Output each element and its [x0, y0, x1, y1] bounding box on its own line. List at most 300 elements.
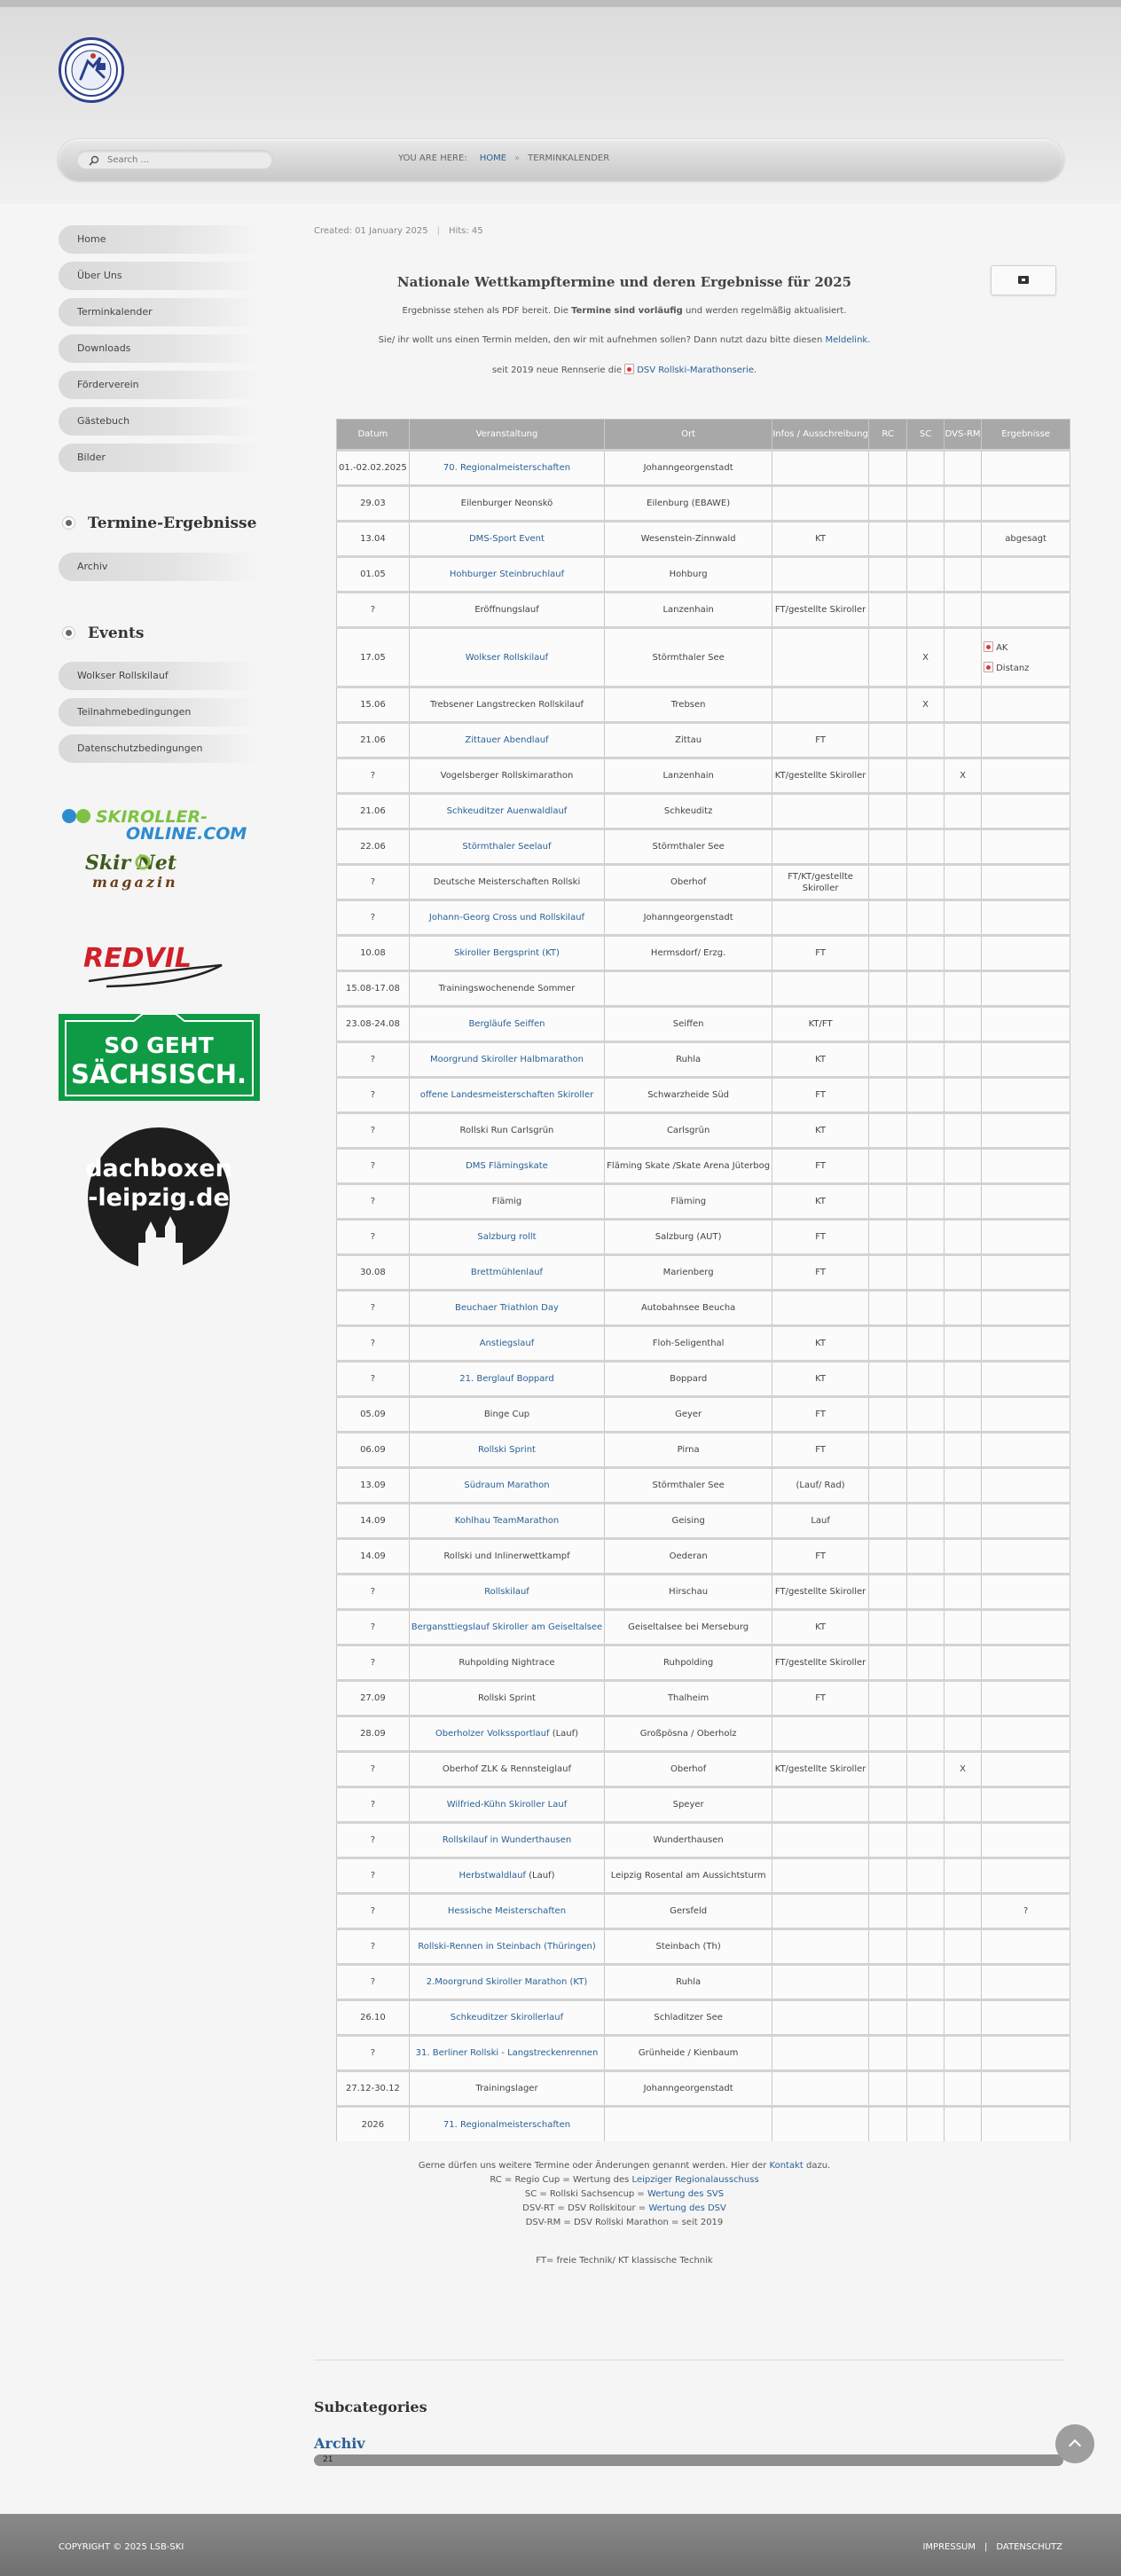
subcategory-archiv-link[interactable]: Archiv — [314, 2435, 365, 2452]
cell-ergebnisse — [982, 1575, 1070, 1610]
cell-ergebnisse — [982, 1291, 1070, 1326]
cell-infos: KT — [772, 1326, 869, 1362]
sidebar-heading-events-text: Events — [88, 624, 145, 642]
cell-ort: Oberhof — [605, 1752, 772, 1787]
dsv-rollski-marathonserie-link[interactable]: DSV Rollski-Marathonserie — [637, 365, 754, 375]
event-link[interactable]: 31. Berliner Rollski - Langstreckenrennen — [415, 2048, 599, 2058]
cell-dvs-rm — [945, 2071, 982, 2107]
search-box[interactable] — [76, 150, 273, 169]
cell-dvs-rm — [945, 1326, 982, 1362]
result-pdf-link[interactable]: AK — [984, 641, 1068, 654]
cell-dvs-rm — [945, 1823, 982, 1858]
cell-dvs-rm — [945, 1291, 982, 1326]
saxony-line2-text: SÄCHSISCH. — [70, 1059, 247, 1089]
breadcrumb — [398, 153, 609, 163]
breadcrumb-separator: » — [514, 153, 521, 163]
cell-veranstaltung — [409, 1255, 604, 1291]
cell-datum: 2026 — [337, 2107, 410, 2142]
cell-ort: Fläming Skate /Skate Arena Jüterbog — [605, 1149, 772, 1184]
cell-ergebnisse — [982, 557, 1070, 593]
meldelink[interactable]: Meldelink — [825, 335, 868, 345]
cell-datum: ? — [337, 1610, 410, 1645]
event-link[interactable]: DMS-Sport Event — [468, 534, 545, 544]
cell-dvs-rm — [945, 1929, 982, 1965]
cell-datum: ? — [337, 1929, 410, 1965]
cell-sc — [907, 1291, 945, 1326]
cell-datum: ? — [337, 1645, 410, 1681]
legend-line-3: SC = Rollski Sachsencup = Wertung des SVS — [524, 2189, 725, 2199]
cell-datum: ? — [337, 1220, 410, 1255]
regionalausschuss-link[interactable]: Leipziger Regionalausschuss — [631, 2175, 759, 2185]
event-link[interactable]: Skiroller Bergsprint (KT) — [454, 948, 560, 958]
cell-infos: FT — [772, 1149, 869, 1184]
cell-dvs-rm — [945, 1468, 982, 1504]
cell-sc — [907, 865, 945, 900]
search-input[interactable] — [107, 153, 267, 168]
event-link[interactable]: Wilfried-Kühn Skiroller Lauf — [446, 1800, 568, 1810]
cell-datum: 21.06 — [337, 794, 410, 829]
cell-ort: Steinbach (Th) — [605, 1929, 772, 1965]
event-link[interactable]: Moorgrund Skiroller Halbmarathon — [429, 1055, 584, 1064]
legend-line-6: FT= freie Technik/ KT klassische Technik — [536, 2256, 713, 2266]
cell-infos: KT/gestellte Skiroller — [772, 1752, 869, 1787]
event-link[interactable]: Bergansttiegslauf Skiroller am Geiseltalsee — [411, 1622, 603, 1632]
result-pdf-link[interactable]: Distanz — [984, 662, 1068, 674]
cell-sc — [907, 1716, 945, 1752]
cell-rc — [869, 758, 907, 794]
cell-rc — [869, 936, 907, 971]
cell-ergebnisse — [982, 1645, 1070, 1681]
event-link[interactable]: Hessische Meisterschaften — [447, 1906, 567, 1916]
cell-infos — [772, 2107, 869, 2142]
event-link[interactable]: 70. Regionalmeisterschaften — [443, 463, 571, 473]
cell-sc — [907, 1504, 945, 1539]
cell-infos — [772, 1929, 869, 1965]
event-name: Rollski Run Carlsgrün — [459, 1126, 554, 1135]
cell-veranstaltung — [409, 1823, 604, 1858]
cell-veranstaltung — [409, 758, 604, 794]
event-link[interactable]: Wolkser Rollskilauf — [465, 652, 549, 663]
cell-infos: KT/FT — [772, 1007, 869, 1042]
cell-ergebnisse — [982, 1255, 1070, 1291]
legend-line-5: DSV-RM = DSV Rollski Marathon = seit 2019 — [525, 2218, 724, 2227]
cell-ergebnisse — [982, 1149, 1070, 1184]
col-datum: Datum — [337, 420, 410, 451]
cell-ort: Schkeuditz — [605, 794, 772, 829]
cell-datum: 17.05 — [337, 628, 410, 687]
cell-rc — [869, 1504, 907, 1539]
event-link[interactable]: offene Landesmeisterschaften Skiroller — [419, 1090, 594, 1100]
event-link[interactable]: DMS Flämingskate — [466, 1161, 548, 1171]
cell-datum: ? — [337, 1894, 410, 1929]
nav-item-bilder[interactable]: Bilder — [59, 444, 260, 472]
kontakt-link[interactable]: Kontakt — [769, 2161, 804, 2171]
table-header-row — [337, 420, 1070, 451]
cell-veranstaltung — [409, 687, 604, 723]
cell-dvs-rm — [945, 486, 982, 522]
sidebar-heading-termine-text: Termine-Ergebnisse — [88, 514, 257, 532]
cell-dvs-rm — [945, 1894, 982, 1929]
cell-dvs-rm — [945, 1681, 982, 1716]
cell-ort: Lanzenhain — [605, 758, 772, 794]
event-link[interactable]: 2.Moorgrund Skiroller Marathon (KT) — [426, 1977, 588, 1987]
cell-infos — [772, 486, 869, 522]
cell-rc — [869, 628, 907, 687]
sidebar-heading-termine — [62, 514, 256, 532]
cell-sc — [907, 1220, 945, 1255]
cell-dvs-rm — [945, 1504, 982, 1539]
cell-ort: Hirschau — [605, 1575, 772, 1610]
event-link[interactable]: 71. Regionalmeisterschaften — [443, 2119, 571, 2130]
event-link[interactable]: 21. Berglauf Boppard — [459, 1374, 554, 1384]
cell-ergebnisse — [982, 687, 1070, 723]
cell-veranstaltung — [409, 2000, 604, 2036]
cell-infos: KT — [772, 1113, 869, 1149]
cell-ort: Wunderthausen — [605, 1823, 772, 1858]
cell-ergebnisse — [982, 1610, 1070, 1645]
event-link[interactable]: Herbstwaldlauf — [459, 1871, 526, 1881]
cell-veranstaltung — [409, 1149, 604, 1184]
cell-ort: Hermsdorf/ Erzg. — [605, 936, 772, 971]
subcategories-heading: Subcategories — [314, 2399, 427, 2415]
cell-rc — [869, 1078, 907, 1113]
event-link[interactable]: Schkeuditzer Skirollerlauf — [450, 2013, 564, 2022]
cell-ort: Grünheide / Kienbaum — [605, 2036, 772, 2071]
event-link[interactable]: Schkeuditzer Auenwaldlauf — [446, 806, 568, 816]
impressum-link[interactable]: IMPRESSUM — [922, 2542, 976, 2552]
cell-datum: 13.04 — [337, 522, 410, 557]
cell-datum: ? — [337, 1149, 410, 1184]
cell-dvs-rm — [945, 1716, 982, 1752]
cell-veranstaltung — [409, 1965, 604, 2000]
cell-ort: Marienberg — [605, 1255, 772, 1291]
cell-datum: 27.09 — [337, 1681, 410, 1716]
cell-rc — [869, 687, 907, 723]
cell-ergebnisse — [982, 794, 1070, 829]
cell-dvs-rm — [945, 1078, 982, 1113]
svs-link[interactable]: Wertung des SVS — [647, 2189, 725, 2199]
nav-item-teilnahmebedingungen[interactable]: Teilnahmebedingungen — [59, 698, 260, 726]
pdf-icon — [984, 662, 993, 672]
col-veranstaltung: Veranstaltung — [409, 420, 604, 451]
cell-ergebnisse — [982, 2000, 1070, 2036]
cell-ergebnisse — [982, 1326, 1070, 1362]
event-suffix: (Lauf) — [549, 1729, 579, 1739]
cell-rc — [869, 1965, 907, 2000]
nav-item-ueber-uns[interactable]: Über Uns — [59, 262, 260, 290]
event-name: Rollski Sprint — [477, 1693, 536, 1703]
bullet-icon — [62, 516, 75, 530]
table-row — [337, 1362, 1070, 1397]
cell-datum: ? — [337, 1752, 410, 1787]
cell-rc — [869, 1149, 907, 1184]
ad-redvil[interactable] — [80, 940, 239, 993]
cell-infos — [772, 1823, 869, 1858]
cell-rc — [869, 723, 907, 758]
nav-item-downloads[interactable]: Downloads — [59, 334, 260, 363]
cell-ergebnisse — [982, 865, 1070, 900]
cell-sc — [907, 1575, 945, 1610]
cell-rc — [869, 1610, 907, 1645]
legend-line-2: RC = Regio Cup = Wertung des Leipziger Regionalausschuss — [490, 2175, 759, 2185]
cell-ort: Geising — [605, 1504, 772, 1539]
cell-rc — [869, 794, 907, 829]
cell-sc — [907, 522, 945, 557]
cell-rc — [869, 2071, 907, 2107]
cell-sc — [907, 1113, 945, 1149]
cell-infos — [772, 628, 869, 687]
nav-item-foerderverein[interactable]: Förderverein — [59, 371, 260, 399]
cell-infos — [772, 829, 869, 865]
cell-veranstaltung — [409, 936, 604, 971]
cell-dvs-rm — [945, 1787, 982, 1823]
cell-veranstaltung — [409, 1362, 604, 1397]
cell-dvs-rm — [945, 794, 982, 829]
footer-links — [922, 2542, 1062, 2552]
event-link[interactable]: Beuchaer Triathlon Day — [455, 1303, 559, 1313]
cell-sc — [907, 900, 945, 936]
logo-emblem-icon — [61, 40, 122, 100]
table-row — [337, 522, 1070, 557]
cell-veranstaltung — [409, 865, 604, 900]
print-pdf-button[interactable] — [991, 265, 1056, 295]
cell-dvs-rm — [945, 557, 982, 593]
cell-ergebnisse — [982, 1113, 1070, 1149]
col-ergebnisse: Ergebnisse — [982, 420, 1070, 451]
cell-infos — [772, 2071, 869, 2107]
cell-sc — [907, 593, 945, 628]
ad-skiroller-online[interactable] — [59, 803, 260, 909]
cell-rc — [869, 1255, 907, 1291]
cell-infos — [772, 557, 869, 593]
cell-sc — [907, 2000, 945, 2036]
cell-rc — [869, 1220, 907, 1255]
event-name: Rollski und Inlinerwettkampf — [443, 1551, 570, 1561]
cell-infos: FT — [772, 1397, 869, 1433]
table-row — [337, 1787, 1070, 1823]
table-row — [337, 829, 1070, 865]
breadcrumb-home-link[interactable]: HOME — [479, 153, 507, 163]
cell-ergebnisse — [982, 1787, 1070, 1823]
site-logo[interactable] — [59, 37, 124, 103]
redvil-logo — [80, 940, 239, 993]
pdf-icon — [984, 641, 993, 652]
cell-rc — [869, 1823, 907, 1858]
cell-rc — [869, 593, 907, 628]
cell-rc — [869, 2107, 907, 2142]
ad-so-geht-saechsisch[interactable] — [59, 1014, 260, 1101]
cell-ort: Thalheim — [605, 1681, 772, 1716]
footer-separator: | — [984, 2542, 988, 2552]
event-link[interactable]: Rollskilauf in Wunderthausen — [442, 1835, 572, 1845]
cell-rc — [869, 1113, 907, 1149]
dachbox-line2-text: -leipzig.de — [88, 1184, 230, 1212]
event-link[interactable]: Brettmühlenlauf — [470, 1268, 544, 1277]
cell-dvs-rm — [945, 723, 982, 758]
cell-rc — [869, 829, 907, 865]
cell-infos: (Lauf/ Rad) — [772, 1468, 869, 1504]
cell-infos — [772, 900, 869, 936]
event-link[interactable]: Johann-Georg Cross und Rollskilauf — [428, 913, 585, 923]
cell-datum: ? — [337, 758, 410, 794]
cell-sc — [907, 1610, 945, 1645]
breadcrumb-current: TERMINKALENDER — [528, 153, 610, 163]
cell-ort: Störmthaler See — [605, 1468, 772, 1504]
nav-item-terminkalender[interactable]: Terminkalender — [59, 298, 260, 326]
table-row — [337, 451, 1070, 486]
cell-ort: Gersfeld — [605, 1894, 772, 1929]
table-row — [337, 2071, 1070, 2107]
cell-sc — [907, 1823, 945, 1858]
cell-sc — [907, 1362, 945, 1397]
cell-infos: KT — [772, 1610, 869, 1645]
cell-ergebnisse — [982, 1468, 1070, 1504]
cell-dvs-rm — [945, 522, 982, 557]
page-title: Nationale Wettkampftermine und deren Ergebnisse für 2025 — [396, 274, 852, 290]
col-infos: Infos / Ausschreibung — [772, 420, 869, 451]
cell-ergebnisse: ? — [982, 1894, 1070, 1929]
cell-rc — [869, 1007, 907, 1042]
cell-sc — [907, 1326, 945, 1362]
cell-rc — [869, 1042, 907, 1078]
cell-veranstaltung — [409, 1681, 604, 1716]
event-link[interactable]: Rollski-Rennen in Steinbach (Thüringen) — [418, 1942, 596, 1952]
cell-ort: Schwarzheide Süd — [605, 1078, 772, 1113]
cell-sc — [907, 2071, 945, 2107]
cell-infos: KT — [772, 1042, 869, 1078]
cell-infos: KT — [772, 1184, 869, 1220]
nav-item-home[interactable]: Home — [59, 225, 260, 254]
event-link[interactable]: Südraum Marathon — [464, 1480, 550, 1490]
cell-ergebnisse — [982, 1078, 1070, 1113]
cell-rc — [869, 1326, 907, 1362]
cell-rc — [869, 1575, 907, 1610]
table-row — [337, 593, 1070, 628]
cell-sc — [907, 1929, 945, 1965]
cell-ort: Ruhla — [605, 1042, 772, 1078]
event-link[interactable]: Anstiegslauf — [479, 1339, 535, 1348]
cell-ort: Störmthaler See — [605, 628, 772, 687]
table-row — [337, 687, 1070, 723]
table-row — [337, 971, 1070, 1007]
cell-sc — [907, 2107, 945, 2142]
event-name: Binge Cup — [483, 1410, 530, 1419]
table-row — [337, 1575, 1070, 1610]
cell-infos: Lauf — [772, 1504, 869, 1539]
cell-ort: Ruhpolding — [605, 1645, 772, 1681]
table-row — [337, 1965, 1070, 2000]
cell-dvs-rm — [945, 900, 982, 936]
cell-veranstaltung — [409, 522, 604, 557]
event-link[interactable]: Salzburg rollt — [477, 1232, 537, 1242]
event-suffix: (Lauf) — [525, 1871, 555, 1881]
cell-dvs-rm — [945, 1433, 982, 1468]
pdf-icon — [624, 364, 634, 374]
table-row — [337, 794, 1070, 829]
table-row — [337, 936, 1070, 971]
cell-datum: ? — [337, 2036, 410, 2071]
cell-ort: Johanngeorgenstadt — [605, 900, 772, 936]
cell-dvs-rm — [945, 829, 982, 865]
ad-dachboxen-leipzig[interactable] — [85, 1127, 232, 1275]
col-dvs-rm: DVS-RM — [945, 420, 982, 451]
cell-ort: Leipzig Rosental am Aussichtsturm — [605, 1858, 772, 1894]
cell-sc — [907, 1539, 945, 1575]
event-link[interactable]: Oberholzer Volkssportlauf — [435, 1729, 550, 1739]
legend-line-1: Gerne dürfen uns weitere Termine oder Änderungen genannt werden. Hier der Kontakt dazu. — [418, 2161, 831, 2171]
cell-sc — [907, 486, 945, 522]
dsv-link[interactable]: Wertung des DSV — [648, 2203, 726, 2213]
cell-datum: 10.08 — [337, 936, 410, 971]
table-row — [337, 1894, 1070, 1929]
event-link[interactable]: Störmthaler Seelauf — [462, 842, 552, 852]
cell-datum: ? — [337, 1362, 410, 1397]
cell-ergebnisse — [982, 628, 1070, 687]
cell-dvs-rm — [945, 1397, 982, 1433]
event-link[interactable]: Bergläufe Seiffen — [468, 1019, 545, 1029]
cell-veranstaltung — [409, 1007, 604, 1042]
cell-ort: Geiseltalsee bei Merseburg — [605, 1610, 772, 1645]
back-to-top-button[interactable] — [1055, 2424, 1094, 2463]
event-link[interactable]: Rollskilauf — [484, 1587, 529, 1597]
cell-datum: 15.06 — [337, 687, 410, 723]
table-row — [337, 723, 1070, 758]
cell-sc — [907, 1078, 945, 1113]
cell-rc — [869, 1752, 907, 1787]
cell-dvs-rm — [945, 971, 982, 1007]
cell-datum: 15.08-17.08 — [337, 971, 410, 1007]
event-name: Trainingswochenende Sommer — [438, 984, 576, 993]
event-link[interactable]: Rollski Sprint — [477, 1445, 536, 1455]
nav-item-archiv[interactable]: Archiv — [59, 553, 260, 581]
table-row — [337, 1113, 1070, 1149]
cell-veranstaltung — [409, 1184, 604, 1220]
nav-item-gaestebuch[interactable]: Gästebuch — [59, 407, 260, 436]
event-link[interactable]: Kohlhau TeamMarathon — [454, 1516, 560, 1526]
datenschutz-link[interactable]: DATENSCHUTZ — [996, 2542, 1062, 2552]
cell-ergebnisse — [982, 1007, 1070, 1042]
cell-infos — [772, 1894, 869, 1929]
cell-dvs-rm — [945, 687, 982, 723]
table-row — [337, 486, 1070, 522]
event-name: Eröffnungslauf — [474, 605, 539, 615]
cell-sc — [907, 1752, 945, 1787]
table-row — [337, 2107, 1070, 2142]
cell-infos — [772, 451, 869, 486]
cell-dvs-rm — [945, 1610, 982, 1645]
cell-ergebnisse — [982, 1042, 1070, 1078]
cell-ort: Störmthaler See — [605, 829, 772, 865]
cell-datum: ? — [337, 1184, 410, 1220]
cell-rc — [869, 1929, 907, 1965]
cell-datum: 13.09 — [337, 1468, 410, 1504]
skiroller-online-logo — [59, 803, 260, 909]
event-name: Eilenburger Neonskö — [460, 499, 553, 508]
event-name: Flämig — [491, 1197, 522, 1206]
cell-dvs-rm — [945, 2036, 982, 2071]
cell-infos — [772, 794, 869, 829]
event-link[interactable]: Hohburger Steinbruchlauf — [449, 569, 565, 579]
col-sc: SC — [907, 420, 945, 451]
event-link[interactable]: Zittauer Abendlauf — [465, 735, 549, 745]
cell-ergebnisse — [982, 1823, 1070, 1858]
cell-veranstaltung — [409, 829, 604, 865]
cell-ort: Fläming — [605, 1184, 772, 1220]
cell-rc — [869, 1858, 907, 1894]
cell-dvs-rm — [945, 628, 982, 687]
nav-item-wolkser-rollskilauf[interactable]: Wolkser Rollskilauf — [59, 662, 260, 690]
nav-item-datenschutzbedingungen[interactable]: Datenschutzbedingungen — [59, 734, 260, 763]
